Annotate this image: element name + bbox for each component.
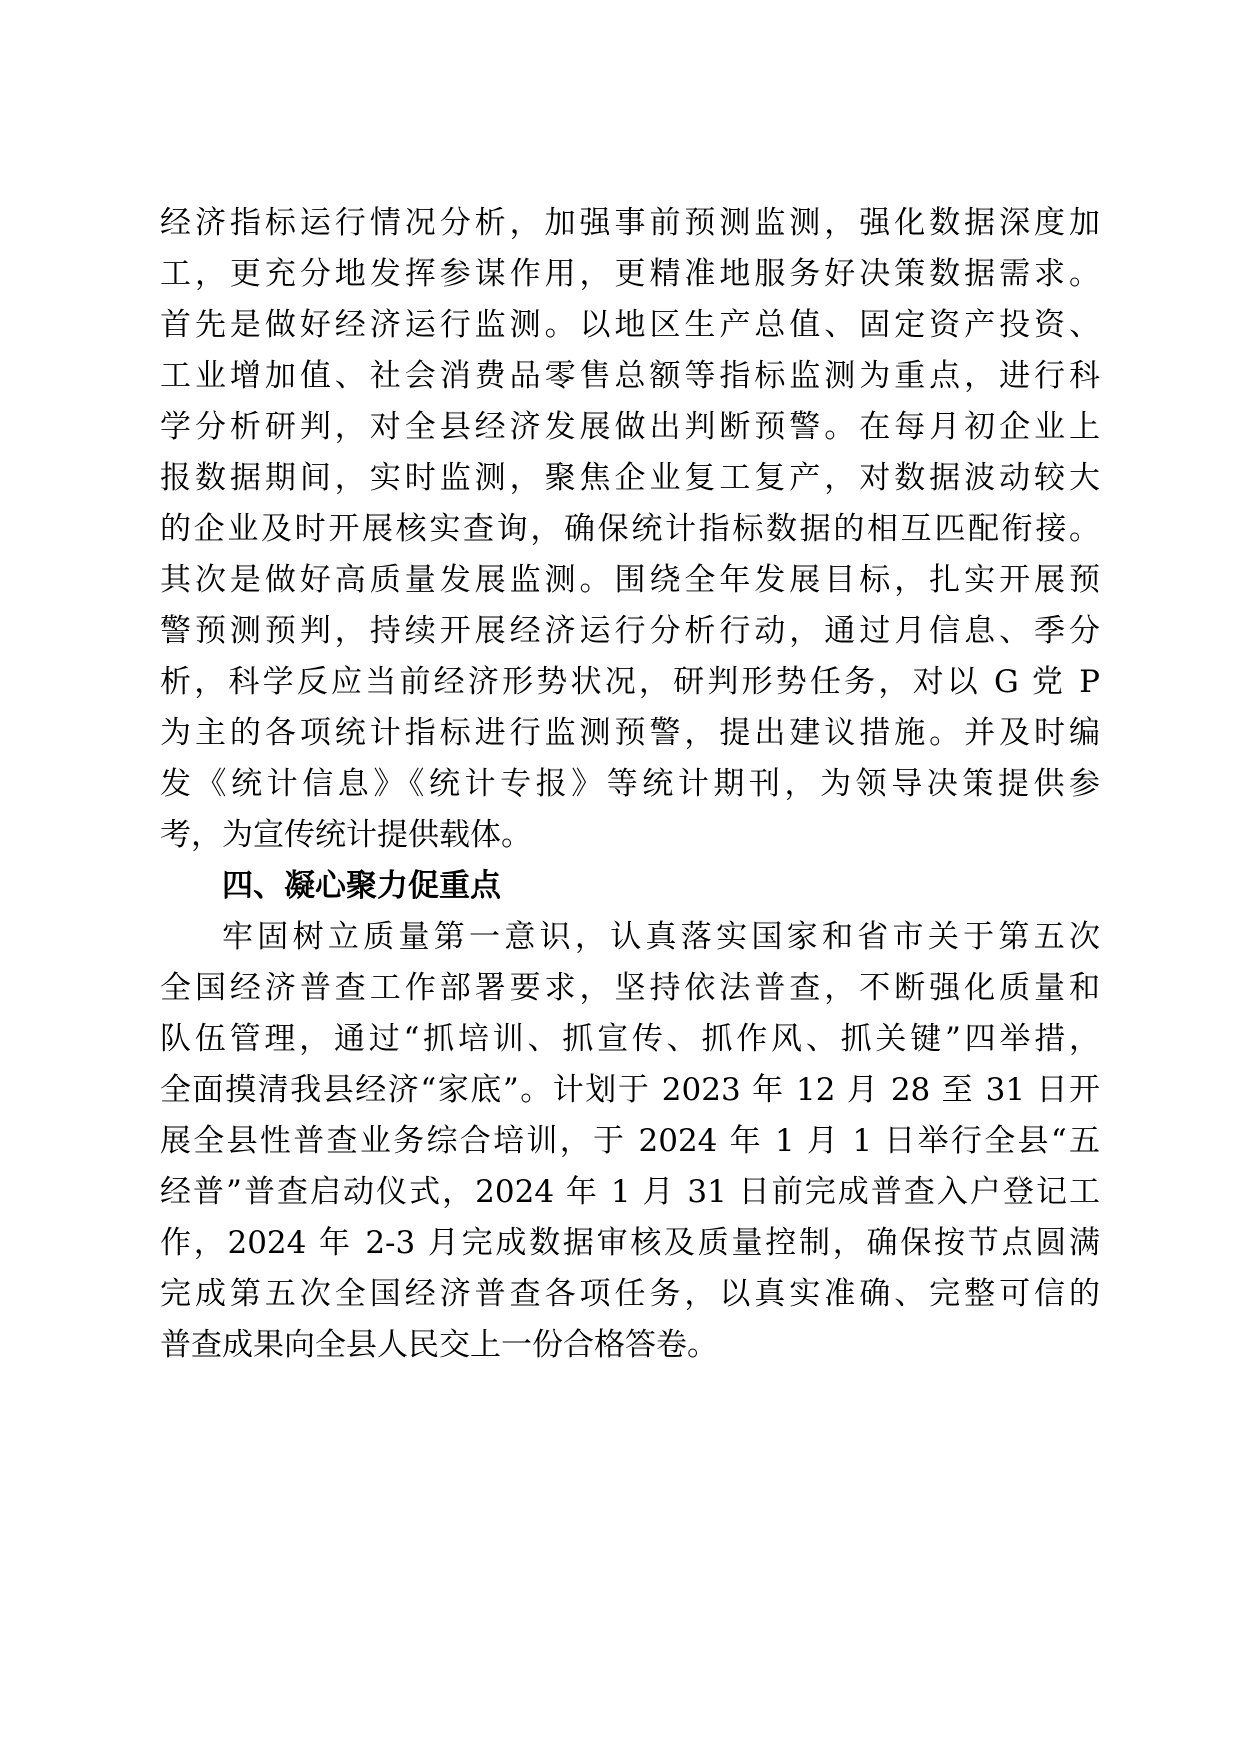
paragraph-line: 完成第五次全国经济普查各项任务，以真实准确、完整可信的	[160, 1276, 1100, 1312]
document-page	[160, 198, 1100, 1371]
paragraph-line: 报数据期间，实时监测，聚焦企业复工复产，对数据波动较大	[160, 460, 1100, 496]
paragraph-line: 全面摸清我县经济“家底”。计划于 2023 年 12 月 28 至 31 日开	[160, 1072, 1100, 1108]
paragraph-line: 析，科学反应当前经济形势状况，研判形势任务，对以 G 党 P	[160, 664, 1100, 700]
paragraph-line: 经普”普查启动仪式，2024 年 1 月 31 日前完成普查入户登记工	[160, 1174, 1100, 1210]
paragraph-line: 展全县性普查业务综合培训，于 2024 年 1 月 1 日举行全县“五	[160, 1123, 1100, 1159]
paragraph-line: 发《统计信息》《统计专报》等统计期刊，为领导决策提供参	[160, 766, 1100, 802]
paragraph-economic-census	[160, 912, 1100, 1371]
paragraph-line: 警预测预判，持续开展经济运行分析行动，通过月信息、季分	[160, 613, 1100, 649]
paragraph-line: 为主的各项统计指标进行监测预警，提出建议措施。并及时编	[160, 715, 1100, 751]
paragraph-line: 其次是做好高质量发展监测。围绕全年发展目标，扎实开展预	[160, 562, 1100, 598]
paragraph-line: 经济指标运行情况分析，加强事前预测监测，强化数据深度加	[160, 205, 1100, 241]
paragraph-line: 考，为宣传统计提供载体。	[160, 817, 532, 853]
paragraph-economic-monitoring	[160, 198, 1100, 861]
paragraph-line: 工，更充分地发挥参谋作用，更精准地服务好决策数据需求。	[160, 256, 1100, 292]
paragraph-line: 普查成果向全县人民交上一份合格答卷。	[160, 1327, 718, 1363]
paragraph-line: 的企业及时开展核实查询，确保统计指标数据的相互匹配衔接。	[160, 511, 1100, 547]
paragraph-line: 工业增加值、社会消费品零售总额等指标监测为重点，进行科	[160, 358, 1100, 394]
paragraph-line: 作，2024 年 2-3 月完成数据审核及质量控制，确保按节点圆满	[160, 1225, 1100, 1261]
paragraph-line: 首先是做好经济运行监测。以地区生产总值、固定资产投资、	[160, 307, 1100, 343]
paragraph-line: 学分析研判，对全县经济发展做出判断预警。在每月初企业上	[160, 409, 1100, 445]
paragraph-line: 牢固树立质量第一意识，认真落实国家和省市关于第五次	[222, 919, 1100, 955]
section-heading: 四、凝心聚力促重点	[222, 868, 501, 904]
paragraph-line: 全国经济普查工作部署要求，坚持依法普查，不断强化质量和	[160, 970, 1100, 1006]
paragraph-line: 队伍管理，通过“抓培训、抓宣传、抓作风、抓关键”四举措，	[160, 1021, 1100, 1057]
